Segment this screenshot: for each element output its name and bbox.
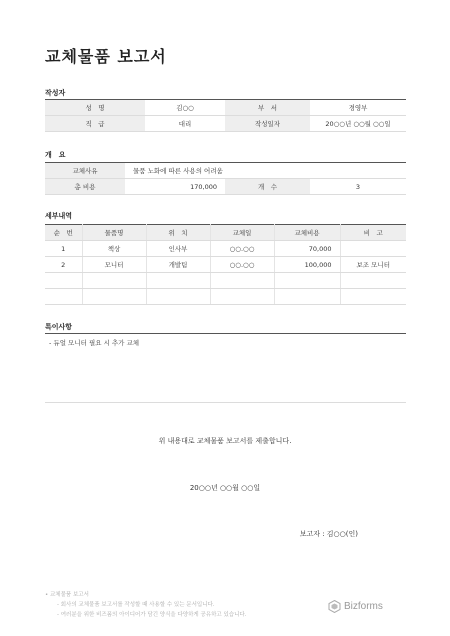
overview-section-label: 개 요: [45, 151, 66, 159]
name-value: 김○○: [145, 100, 225, 116]
count-label: 개 수: [225, 179, 310, 195]
table-row: [45, 257, 406, 273]
table-cell: [45, 289, 82, 305]
table-cell: [82, 289, 146, 305]
name-label: 성 명: [45, 100, 145, 116]
table-cell: [146, 289, 210, 305]
table-cell: ○○.○○: [210, 241, 274, 257]
department-label: 부 서: [225, 100, 310, 116]
table-cell: 2: [45, 257, 82, 273]
column-header: 비 고: [340, 225, 406, 241]
table-row: [45, 163, 406, 179]
table-cell: [210, 289, 274, 305]
special-section-label: 특이사항: [45, 323, 73, 331]
table-cell: 책상: [82, 241, 146, 257]
special-notes-text: - 듀얼 모니터 필요 시 추가 교체: [49, 339, 140, 347]
table-header-row: [45, 225, 406, 241]
column-header: 위 치: [146, 225, 210, 241]
table-row: [45, 273, 406, 289]
footer-line: - 회사의 교체물품 보고서를 작성할 때 사용할 수 있는 문서입니다.: [57, 602, 215, 608]
column-header: 교체비용: [274, 225, 340, 241]
rank-value: 대리: [145, 116, 225, 132]
column-header: 물품명: [82, 225, 146, 241]
table-row: [45, 241, 406, 257]
reason-value: 물품 노화에 따른 사용의 어려움: [125, 163, 406, 179]
writer-section-label: 작성자: [45, 89, 66, 97]
footer-notes: [45, 590, 247, 620]
submission-statement: 위 내용대로 교체물품 보고서를 제출합니다.: [158, 437, 292, 445]
table-row: [45, 179, 406, 195]
reporter-signature: 보고자 : 김○○(인): [299, 530, 358, 538]
table-row: [45, 100, 406, 116]
special-notes-box: [45, 333, 406, 403]
document-title: 교체물품 보고서: [45, 47, 167, 66]
column-header: 교체일: [210, 225, 274, 241]
detail-section-label: 세부내역: [45, 212, 73, 220]
reason-label: 교체사유: [45, 163, 125, 179]
table-cell: 인사부: [146, 241, 210, 257]
submission-date: 20○○년 ○○월 ○○일: [189, 484, 261, 492]
table-cell: ○○.○○: [210, 257, 274, 273]
cost-value: 170,000: [125, 179, 225, 195]
bizforms-logo-icon: [328, 600, 341, 613]
date-label: 작성일자: [225, 116, 310, 132]
count-value: 3: [310, 179, 406, 195]
overview-table: [45, 162, 406, 195]
table-cell: 70,000: [274, 241, 340, 257]
bizforms-logo: [328, 600, 383, 613]
table-row: [45, 116, 406, 132]
table-cell: [210, 273, 274, 289]
brand-name: Bizforms: [344, 601, 383, 612]
table-cell: [274, 289, 340, 305]
table-row: [45, 289, 406, 305]
rank-label: 직 급: [45, 116, 145, 132]
department-value: 경영부: [310, 100, 406, 116]
table-cell: 개발팀: [146, 257, 210, 273]
table-cell: [146, 273, 210, 289]
cost-label: 총 비용: [45, 179, 125, 195]
footer-line: • 교체물품 보고서: [45, 592, 89, 598]
table-cell: 보조 모니터: [340, 257, 406, 273]
date-value: 20○○년 ○○월 ○○일: [310, 116, 406, 132]
writer-table: [45, 99, 406, 132]
table-cell: 1: [45, 241, 82, 257]
table-cell: 100,000: [274, 257, 340, 273]
table-cell: [274, 273, 340, 289]
table-cell: [340, 273, 406, 289]
column-header: 순 번: [45, 225, 82, 241]
table-cell: 모니터: [82, 257, 146, 273]
table-cell: [45, 273, 82, 289]
detail-table: [45, 224, 406, 305]
table-cell: [340, 289, 406, 305]
table-cell: [340, 241, 406, 257]
footer-line: - 여러분을 위한 비즈폼의 아이디어가 담긴 양식을 다양하게 공유하고 있습니다.: [57, 612, 247, 618]
table-cell: [82, 273, 146, 289]
